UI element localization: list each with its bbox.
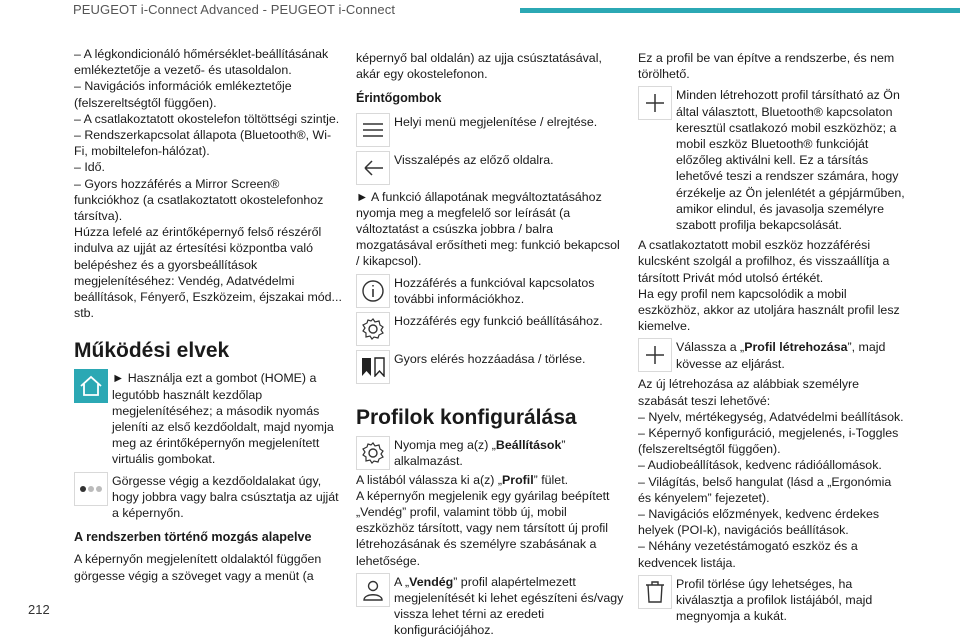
menu-icon — [356, 113, 390, 147]
settings-instruction — [356, 312, 624, 346]
menu-instruction — [356, 113, 624, 147]
back-text: Visszalépés az előző oldalra. — [394, 152, 554, 167]
gear-icon — [356, 436, 390, 470]
list-item: – Idő. — [74, 160, 106, 175]
info-instruction — [356, 274, 624, 308]
trash-icon — [638, 575, 672, 609]
list-item: – Néhány vezetéstámogató eszköz és a kedvencek listája. — [638, 539, 858, 570]
nav-paragraph: A képernyőn megjelenített oldalaktól függően görgesse végig a szöveget vagy a menüt (a — [74, 552, 322, 583]
trash-text: Profil törlése úgy lehetséges, ha kiválasztja a profilok listájából, majd megnyomja a kukát. — [676, 576, 873, 624]
list-item: – Világítás, belső hangulat (lásd a „Ergonómia és kényelem” fejezetet). — [638, 474, 892, 505]
favorite-instruction — [356, 350, 624, 384]
menu-text: Helyi menü megjelenítése / elrejtése. — [394, 114, 598, 129]
profile-tab-line: A listából válassza ki a(z) „Profil” fület. — [356, 472, 569, 487]
guest-instruction — [356, 573, 624, 639]
guest-text: A „Vendég” profil alapértelmezett megjelenítését ki lehet egészíteni és/vagy vissza lehet térni az eredeti konfigurációjához. — [394, 574, 624, 638]
section-title-principles: Működési elvek — [74, 339, 230, 363]
page-number: 212 — [28, 602, 50, 617]
list-item: – Gyors hozzáférés a Mirror Screen® funkciókhoz (a csatlakoztatott okostelefonhoz társítva). — [74, 176, 324, 224]
list-item: – Audiobeállítások, kedvenc rádióállomások. — [638, 458, 882, 473]
info-icon — [356, 274, 390, 308]
list-item: – A csatlakoztatott okostelefon töltöttségi szintje. — [74, 111, 340, 126]
activate-paragraph: ► A funkció állapotának megváltoztatásához nyomja meg a megfelelő sor leírását (a változtatást a csúszka jobbra / balra mozgatásával erősítheti meg: funkció bekapcsol / kikapcsol). — [356, 189, 620, 269]
list-item: – Navigációs információk emlékeztetője (felszereltségtől függően). — [74, 79, 292, 110]
home-icon — [74, 369, 108, 403]
continued-paragraph: képernyő bal oldalán) az ujja csúsztatásával, akár egy okostelefonon. — [356, 51, 602, 82]
list-item: – Navigációs előzmények, kedvenc érdekes helyek (POI-k), navigációs beállítások. — [638, 507, 880, 538]
allows-paragraph: Az új létrehozása az alábbiak személyre szabását teszi lehetővé: — [638, 377, 860, 408]
column-3 — [638, 50, 906, 629]
gear-settings-text: Nyomja meg a(z) „Beállítások” alkalmazást. — [394, 437, 566, 468]
page-dots-icon — [74, 472, 108, 506]
bookmark-icon — [356, 350, 390, 384]
plus-text-1: Minden létrehozott profil társítható az Ön által választott, Bluetooth® kapcsolaton keresztül csatlakozó mobil eszközhöz; a mobil eszköz Bluetooth® funkcióját előzőleg aktiválni kell. Ez a társítás lehetővé teszi a rendszer számára, hogy érzékelje az Ön jelenlétét a gépjárműben, amikor elindul, és javasolja személyre szabott profilja bekapcsolását. — [676, 88, 905, 233]
section-title-profiles: Profilok konfigurálása — [356, 405, 577, 429]
column-2 — [356, 50, 624, 643]
list-item: – Képernyő konfiguráció, megjelenés, i-Toggles (felszereltségtől függően). — [638, 426, 899, 457]
intro-paragraph: Ez a profil be van építve a rendszerbe, és nem törölhető. — [638, 51, 895, 82]
dots-instruction — [74, 472, 342, 522]
settings-text: Hozzáférés egy funkció beállításához. — [394, 313, 603, 328]
list-item: – Nyelv, mértékegység, Adatvédelmi beállítások. — [638, 409, 904, 424]
no-link-paragraph: Ha egy profil nem kapcsolódik a mobil eszközhöz, akkor az utoljára használt profil lesz kiemelve. — [638, 286, 900, 334]
user-icon — [356, 573, 390, 607]
gear-icon — [356, 312, 390, 346]
swipe-paragraph: Húzza lefelé az érintőképernyő felső részéről indulva az ujját az értesítési központba való belépéshez és a gyorsbeállítások megjelenítéséhez: Vendég, Adatvédelmi beállítások, Fényerő, Eszközeim, éjszakai mód... stb. — [74, 225, 342, 321]
column-1 — [74, 46, 342, 584]
favorite-text: Gyors elérés hozzáadása / törlése. — [394, 351, 586, 366]
home-instruction — [74, 369, 342, 467]
subheading-touch-buttons: Érintőgombok — [356, 91, 442, 106]
list-item: – Rendszerkapcsolat állapota (Bluetooth®, Wi-Fi, mobiltelefon-hálózat). — [74, 128, 332, 159]
plus-text-2: Válassza a „Profil létrehozása”, majd kövesse az eljárást. — [676, 340, 886, 371]
gear-settings-instruction — [356, 436, 624, 470]
profile-description: A képernyőn megjelenik egy gyárilag beépített „Vendég” profil, valamint több új, mobil eszközhöz társított, vagy nem társított új profil létrehozásának és személyre szabásának a lehetősége. — [356, 488, 610, 568]
dots-text: Görgesse végig a kezdőoldalakat úgy, hogy jobbra vagy balra csúsztatja az ujját a képernyőn. — [112, 473, 339, 521]
key-paragraph: A csatlakoztatott mobil eszköz hozzáférési kulcsként szolgál a profilhoz, és visszaállítja a társított Privát mód utolsó értékét. — [638, 238, 890, 285]
plus-instruction-2 — [638, 338, 906, 372]
home-text: ► Használja ezt a gombot (HOME) a legutóbb használt kezdőlap megjelenítéséhez; a második nyomás jeleníti az első kezdőoldalt, majd nyomja meg az érintőképernyőn megjelenített virtuális gombokat. — [112, 371, 334, 467]
header-accent-bar — [520, 8, 960, 13]
back-instruction — [356, 151, 624, 185]
plus-instruction-1 — [638, 86, 906, 233]
back-arrow-icon — [356, 151, 390, 185]
trash-instruction — [638, 575, 906, 625]
plus-icon — [638, 86, 672, 120]
running-header: PEUGEOT i-Connect Advanced - PEUGEOT i-Connect — [73, 2, 396, 17]
info-text: Hozzáférés a funkcióval kapcsolatos további információkhoz. — [394, 275, 595, 306]
subheading-navigation: A rendszerben történő mozgás alapelve — [74, 530, 312, 545]
list-item: – A légkondicionáló hőmérséklet-beállításának emlékeztetője a vezető- és utasoldalon. — [74, 47, 329, 78]
plus-icon — [638, 338, 672, 372]
